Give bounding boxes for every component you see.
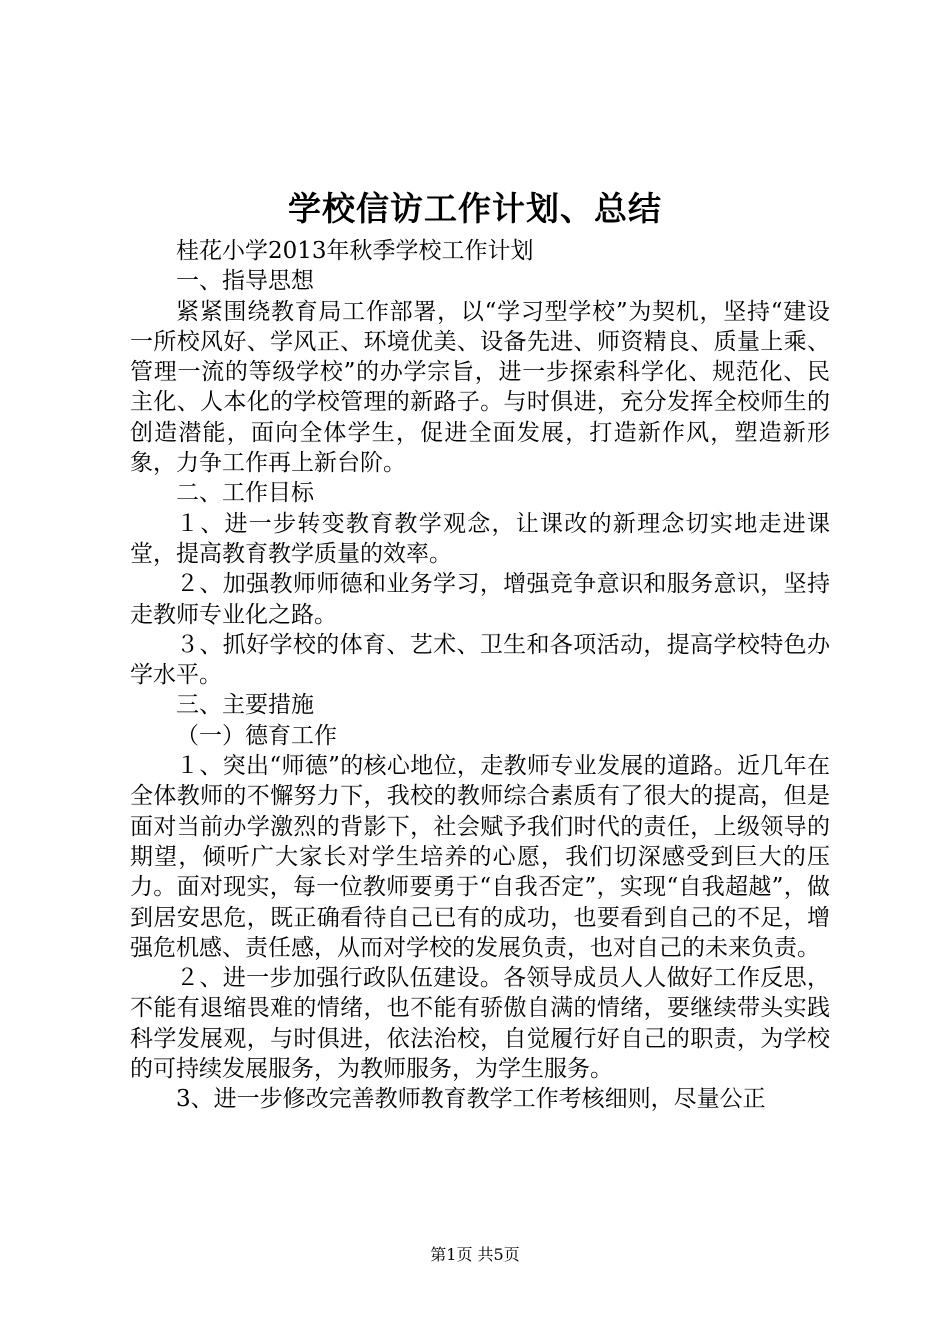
document-body [130,236,830,1115]
page-footer: 第1页 共5页 [430,1245,520,1264]
paragraph-measure-1: １、突出“师德”的核心地位，走教师专业发展的道路。近几年在全体教师的不懈努力下，我校的教师综合素质有了很大的提高，但是面对当前办学激烈的背影下，社会赋予我们时代的责任，上级领导的期望，倾听广大家长对学生培养的心愿，我们切深感受到巨大的压力。面对现实，每一位教师要勇于“自我否定”，实现“自我超越”，做到居安思危，既正确看待自己已有的成功，也要看到自己的不足，增强危机感、责任感，从而对学校的发展负责，也对自己的未来负责。 [130,753,830,961]
paragraph-subsection-moral-education: （一）德育工作 [176,722,337,749]
paragraph-school-plan-heading: 桂花小学2013年秋季学校工作计划 [176,238,534,264]
paragraph-measure-3: 3、进一步修改完善教师教育教学工作考核细则，尽量公正 [176,1086,766,1113]
paragraph-section-1-heading: 一、指导思想 [176,268,314,295]
paragraph-section-3-heading: 三、主要措施 [176,692,314,719]
paragraph-goal-3: ３、抓好学校的体育、艺术、卫生和各项活动，提高学校特色办学水平。 [130,631,830,689]
paragraph-guiding-thought: 紧紧围绕教育局工作部署，以“学习型学校”为契机，坚持“建设一所校风好、学风正、环境优美、设备先进、师资精良、质量上乘、管理一流的等级学校”的办学宗旨，进一步探索科学化、规范化、民主化、人本化的学校管理的新路子。与时俱进，充分发挥全校师生的创造潜能，面向全体学生，促进全面发展，打造新作风，塑造新形象，力争工作再上新台阶。 [130,298,830,477]
paragraph-section-2-heading: 二、工作目标 [176,480,314,507]
paragraph-goal-2: ２、加强教师师德和业务学习，增强竞争意识和服务意识，坚持走教师专业化之路。 [130,571,830,628]
paragraph-goal-1: １、进一步转变教育教学观念，让课改的新理念切实地走进课堂，提高教育教学质量的效率。 [130,510,830,567]
document-title: 学校信访工作计划、总结 [288,189,662,228]
paragraph-measure-2: ２、进一步加强行政队伍建设。各领导成员人人做好工作反思，不能有退缩畏难的情绪，也不能有骄傲自满的情绪，要继续带头实践科学发展观，与时俱进，依法治校，自觉履行好自己的职责，为学校的可持续发展服务，为教师服务，为学生服务。 [130,965,830,1083]
